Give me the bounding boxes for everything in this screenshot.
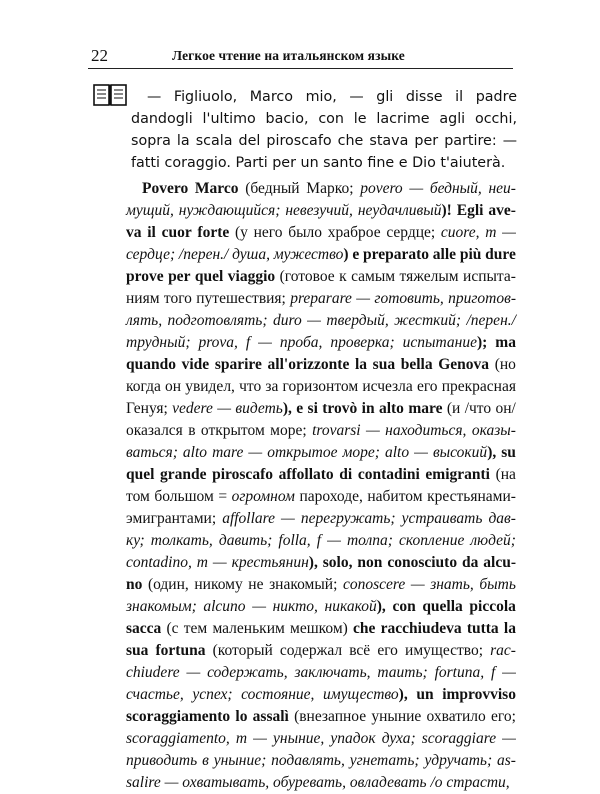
commentary-word: —	[414, 444, 428, 461]
commentary-word: emigranti	[425, 466, 490, 483]
commentary-word: m	[196, 554, 208, 571]
commentary-word: он/	[495, 400, 516, 417]
commentary-word: готовить,	[374, 290, 444, 307]
commentary-word: охватило	[426, 708, 486, 725]
commentary-word: più	[459, 246, 482, 263]
commentary-word: scoraggiare	[421, 730, 497, 747]
commentary-word: мущий,	[126, 202, 174, 219]
commentary-word: (и	[446, 400, 461, 417]
commentary-word: приводить	[126, 752, 198, 769]
commentary-word: alle	[432, 246, 457, 263]
commentary-word: affollato	[278, 466, 334, 483]
commentary-line	[126, 640, 516, 662]
commentary-word: as-	[497, 752, 516, 769]
commentary-word: уныние;	[213, 752, 267, 769]
commentary-word: высокий),	[432, 444, 497, 461]
commentary-line	[126, 442, 516, 464]
commentary-word: того	[163, 290, 192, 307]
commentary-word: проверка;	[330, 334, 395, 351]
commentary-word: dure	[485, 246, 516, 263]
commentary-word: la	[354, 356, 368, 373]
running-title: Легкое чтение на итальянском языке	[172, 48, 405, 63]
commentary-word: угнетать;	[349, 752, 420, 769]
commentary-word: (у	[234, 224, 248, 241]
commentary-word: ниям	[126, 290, 160, 307]
commentary-word: подавлять,	[271, 752, 345, 769]
commentary-word: piccola	[469, 598, 516, 615]
commentary-line	[126, 508, 516, 530]
commentary-word: —	[410, 576, 425, 593]
commentary-word: видеть),	[235, 400, 292, 417]
commentary-word: improvviso	[442, 686, 516, 703]
commentary-word: fortuna	[155, 642, 206, 659]
commentary-word: дав-	[488, 510, 516, 527]
commentary-word: невезучий,	[285, 202, 353, 219]
commentary-word: счастье,	[126, 686, 184, 703]
commentary-word: нуждающийся;	[178, 202, 281, 219]
commentary-word: —	[365, 422, 380, 439]
commentary-word: solo,	[322, 554, 353, 571]
commentary-word: духа;	[381, 730, 416, 747]
commentary-word: лять,	[126, 312, 163, 329]
commentary-word: храброе	[327, 224, 381, 241]
commentary-word: скопление	[398, 532, 465, 549]
commentary-word: жесткий;	[394, 312, 462, 329]
commentary-word: salire	[126, 774, 161, 791]
commentary-line	[126, 420, 516, 442]
commentary-word: prove	[126, 268, 164, 285]
commentary-word: давить;	[218, 532, 273, 549]
commentary-word: толкать,	[150, 532, 213, 549]
commentary-word: людей;	[470, 532, 516, 549]
commentary-word: preparare	[290, 290, 352, 307]
commentary-word: устраивать	[401, 510, 483, 527]
commentary-line	[126, 222, 516, 244]
commentary-word: assalì	[252, 708, 289, 725]
commentary-word: уныние	[371, 708, 422, 725]
commentary-word: испыта-	[463, 268, 516, 285]
commentary-word: за	[265, 378, 279, 395]
commentary-word: прекрасная	[441, 378, 516, 395]
commentary-word: f	[245, 334, 251, 351]
commentary-line	[126, 244, 516, 266]
commentary-word: эмигрантами;	[126, 510, 217, 527]
commentary-word: un	[416, 686, 434, 703]
commentary-word: (который	[212, 642, 273, 659]
commentary-word: non	[357, 554, 383, 571]
commentary-line	[126, 618, 516, 640]
commentary-word: самым	[351, 268, 396, 285]
commentary-word: крестьянин),	[231, 554, 318, 571]
commentary-word: (внезапное	[294, 708, 367, 725]
commentary-word: испытание);	[402, 334, 488, 351]
commentary-word: него	[253, 224, 283, 241]
commentary-line	[126, 376, 516, 398]
commentary-word: знать,	[430, 576, 474, 593]
commentary-block	[126, 178, 516, 794]
commentary-word: e	[352, 246, 360, 263]
commentary-word: в	[202, 752, 209, 769]
commentary-word: оказы-	[471, 422, 516, 439]
commentary-word: твердый,	[326, 312, 389, 329]
commentary-word: находиться,	[385, 422, 467, 439]
commentary-word: когда	[126, 378, 161, 395]
commentary-word: огромном	[231, 488, 295, 505]
commentary-word: увидел,	[185, 378, 235, 395]
commentary-word: che	[353, 620, 376, 637]
commentary-word: —	[186, 664, 201, 681]
audio-paragraph	[131, 86, 517, 174]
commentary-word: содержать,	[207, 664, 288, 681]
commentary-word: сердце;	[126, 246, 176, 263]
commentary-line	[126, 750, 516, 772]
commentary-word: (но	[494, 356, 516, 373]
commentary-word: тем	[183, 620, 208, 637]
commentary-word: su	[501, 444, 516, 461]
commentary-word: имущество;	[405, 642, 484, 659]
commentary-word: —	[307, 312, 321, 329]
commentary-word: lo	[235, 708, 248, 725]
commentary-word: di	[339, 466, 353, 483]
commentary-word: приготов-	[448, 290, 516, 307]
commentary-line	[126, 310, 516, 332]
commentary-word: sua	[372, 356, 396, 373]
commentary-word: никто,	[272, 598, 318, 615]
commentary-word: уныние,	[273, 730, 325, 747]
commentary-word: всё	[349, 642, 371, 659]
commentary-word: —	[327, 532, 341, 549]
commentary-word: страсти,	[446, 774, 510, 791]
commentary-word: povero	[360, 180, 403, 197]
commentary-word: —	[356, 290, 371, 307]
commentary-word: mare	[212, 444, 244, 461]
commentary-word: набитом	[367, 488, 423, 505]
header-rule	[88, 68, 513, 69]
commentary-word: горизонтом	[282, 378, 359, 395]
commentary-word: —	[248, 444, 263, 461]
commentary-word: forte	[197, 224, 230, 241]
commentary-word: fortuna,	[434, 664, 485, 681]
commentary-word: мешком)	[290, 620, 348, 637]
commentary-word: его	[377, 642, 398, 659]
commentary-line	[126, 684, 516, 706]
commentary-word: alto	[384, 444, 410, 461]
commentary-word: conoscere	[342, 576, 406, 593]
commentary-word: prova,	[198, 334, 238, 351]
commentary-word: не	[248, 576, 264, 593]
commentary-word: крестьянами-	[427, 488, 516, 505]
commentary-line	[126, 200, 516, 222]
commentary-word: sacca	[126, 620, 162, 637]
commentary-word: Povero	[142, 180, 189, 197]
commentary-word: неи-	[488, 180, 516, 197]
commentary-word: быть	[479, 576, 516, 593]
commentary-line	[126, 354, 516, 376]
commentary-word: Egli	[456, 202, 484, 219]
commentary-word: racchiudeva	[380, 620, 462, 637]
commentary-word: душа,	[232, 246, 270, 263]
commentary-word: проба,	[279, 334, 323, 351]
commentary-word: da	[461, 554, 479, 571]
page-header	[88, 44, 513, 68]
commentary-word: il	[147, 224, 156, 241]
commentary-word: in	[361, 400, 375, 417]
commentary-word: —	[253, 730, 267, 747]
book-audio-icon	[93, 84, 127, 106]
commentary-word: удручать;	[424, 752, 493, 769]
commentary-word: vedere	[172, 400, 213, 417]
commentary-word: e	[296, 400, 304, 417]
commentary-word: alto	[378, 400, 404, 417]
commentary-word: подготовлять;	[167, 312, 268, 329]
commentary-word: сердце;	[386, 224, 436, 241]
commentary-word: толпа;	[346, 532, 393, 549]
commentary-word: путешествия;	[196, 290, 286, 307]
commentary-word: открытое	[267, 444, 338, 461]
commentary-word: m	[485, 224, 497, 241]
commentary-word: quando	[126, 356, 176, 373]
commentary-word: sua	[126, 642, 149, 659]
commentary-line	[126, 464, 516, 486]
commentary-word: он	[165, 378, 182, 395]
commentary-word: том	[126, 488, 150, 505]
commentary-word: scoraggiamento	[126, 708, 231, 725]
commentary-word: preparato	[363, 246, 430, 263]
commentary-word: маленьким	[212, 620, 285, 637]
commentary-word: no	[126, 576, 143, 593]
commentary-word: (бедный	[245, 180, 300, 197]
commentary-word: —	[164, 774, 179, 791]
commentary-word: перегружать;	[300, 510, 396, 527]
commentary-line	[126, 530, 516, 552]
commentary-word: имущество),	[323, 686, 408, 703]
commentary-word: rac-	[490, 642, 516, 659]
commentary-word: исчезла	[362, 378, 413, 395]
commentary-word: содержал	[279, 642, 343, 659]
commentary-word: тяжелым	[399, 268, 459, 285]
commentary-word: —	[258, 334, 272, 351]
commentary-word: /перен./	[178, 246, 229, 263]
audio-paragraph-text: — Figliuolo, Marco mio, — gli disse il padre dandogli l'ultimo bacio, con le lacrime agli occhi, sopra la scala del piroscafo che stava per partire: — fatti coraggio. Parti per un santo fine e Dio t'aiuterà.	[131, 89, 517, 171]
commentary-word: никакой),	[324, 598, 386, 615]
commentary-word: ваться;	[126, 444, 178, 461]
commentary-word: alto	[182, 444, 208, 461]
commentary-word: —	[502, 224, 516, 241]
commentary-line	[126, 332, 516, 354]
commentary-word: sparire	[214, 356, 262, 373]
commentary-line	[126, 398, 516, 420]
commentary-word: —	[281, 510, 295, 527]
commentary-word: f	[490, 664, 496, 681]
commentary-line	[126, 596, 516, 618]
commentary-word: conosciuto	[387, 554, 458, 571]
commentary-word: viaggio	[227, 268, 276, 285]
commentary-word: Marco	[194, 180, 239, 197]
commentary-word: per	[168, 268, 191, 285]
commentary-word: было	[288, 224, 323, 241]
commentary-line	[126, 772, 516, 794]
commentary-word: состояние,	[241, 686, 315, 703]
commentary-word: la	[503, 620, 516, 637]
commentary-word: trovò	[322, 400, 358, 417]
commentary-word: chiudere	[126, 664, 180, 681]
commentary-line	[126, 662, 516, 684]
commentary-word: alcu-	[483, 554, 516, 571]
commentary-word: contadino,	[126, 554, 192, 571]
commentary-word: —	[217, 400, 232, 417]
page-number: 22	[91, 46, 108, 65]
commentary-word: (один,	[147, 576, 189, 593]
commentary-word: к	[339, 268, 347, 285]
commentary-word: ave-	[488, 202, 516, 219]
commentary-word: alcuno	[203, 598, 246, 615]
commentary-word: va	[126, 224, 142, 241]
commentary-word: заключать,	[294, 664, 371, 681]
commentary-word: si	[307, 400, 318, 417]
commentary-word: cuore,	[440, 224, 480, 241]
commentary-word: =	[218, 488, 228, 505]
commentary-line	[126, 706, 516, 728]
commentary-word: quel	[194, 268, 224, 285]
commentary-word: Genova	[438, 356, 490, 373]
commentary-line	[126, 266, 516, 288]
commentary-word: его	[416, 378, 438, 395]
commentary-word: contadini	[357, 466, 420, 483]
commentary-word: (готовое	[279, 268, 335, 285]
commentary-word: неудачливый)!	[357, 202, 452, 219]
commentary-word: vide	[181, 356, 210, 373]
commentary-word: ma	[495, 334, 516, 351]
commentary-line	[126, 288, 516, 310]
commentary-word: что	[239, 378, 262, 395]
commentary-word: обуревать,	[273, 774, 346, 791]
commentary-word: Марко;	[306, 180, 354, 197]
commentary-word: его;	[491, 708, 516, 725]
commentary-word: tutta	[466, 620, 499, 637]
commentary-word: trovarsi	[312, 422, 361, 439]
commentary-word: —	[212, 554, 227, 571]
commentary-word: f	[316, 532, 322, 549]
commentary-word: таить;	[377, 664, 428, 681]
commentary-word: море;	[342, 444, 380, 461]
commentary-word: folla,	[278, 532, 311, 549]
commentary-word: all'orizzonte	[267, 356, 350, 373]
commentary-word: трудный;	[126, 334, 191, 351]
commentary-word: affollare	[222, 510, 275, 527]
commentary-word: мужество)	[273, 246, 349, 263]
commentary-word: бедный,	[429, 180, 482, 197]
commentary-word: в	[188, 422, 196, 439]
commentary-word: упадок	[330, 730, 376, 747]
commentary-word: охватывать,	[182, 774, 270, 791]
commentary-word: duro	[272, 312, 302, 329]
commentary-word: Генуя;	[126, 400, 168, 417]
commentary-line	[126, 178, 516, 200]
commentary-word: знакомый;	[269, 576, 338, 593]
commentary-word: успех;	[192, 686, 233, 703]
commentary-word: большом	[154, 488, 214, 505]
commentary-word: scoraggiamento,	[126, 730, 230, 747]
commentary-word: cuor	[161, 224, 192, 241]
commentary-word: пароходе,	[299, 488, 363, 505]
commentary-line	[126, 486, 516, 508]
commentary-word: ку;	[126, 532, 145, 549]
commentary-word: quella	[422, 598, 463, 615]
commentary-word: con	[392, 598, 416, 615]
commentary-word: открытом	[200, 422, 265, 439]
commentary-line	[126, 574, 516, 596]
commentary-word: оказался	[126, 422, 183, 439]
commentary-word: никому	[194, 576, 243, 593]
commentary-word: (с	[166, 620, 179, 637]
commentary-word: /о	[430, 774, 443, 791]
commentary-word: —	[502, 730, 516, 747]
commentary-word: —	[409, 180, 424, 197]
commentary-word: m	[235, 730, 248, 747]
commentary-word: bella	[400, 356, 433, 373]
commentary-word: море;	[270, 422, 307, 439]
commentary-word: /перен./	[466, 312, 516, 329]
commentary-word: —	[252, 598, 266, 615]
commentary-word: grande	[160, 466, 207, 483]
commentary-word: овладевать	[349, 774, 427, 791]
commentary-word: mare	[408, 400, 443, 417]
commentary-word: (на	[495, 466, 516, 483]
commentary-line	[126, 728, 516, 750]
commentary-word: /что	[464, 400, 492, 417]
commentary-word: знакомым;	[126, 598, 197, 615]
commentary-word: piroscafo	[212, 466, 273, 483]
commentary-word: quel	[126, 466, 155, 483]
commentary-line	[126, 552, 516, 574]
commentary-word: —	[502, 664, 516, 681]
